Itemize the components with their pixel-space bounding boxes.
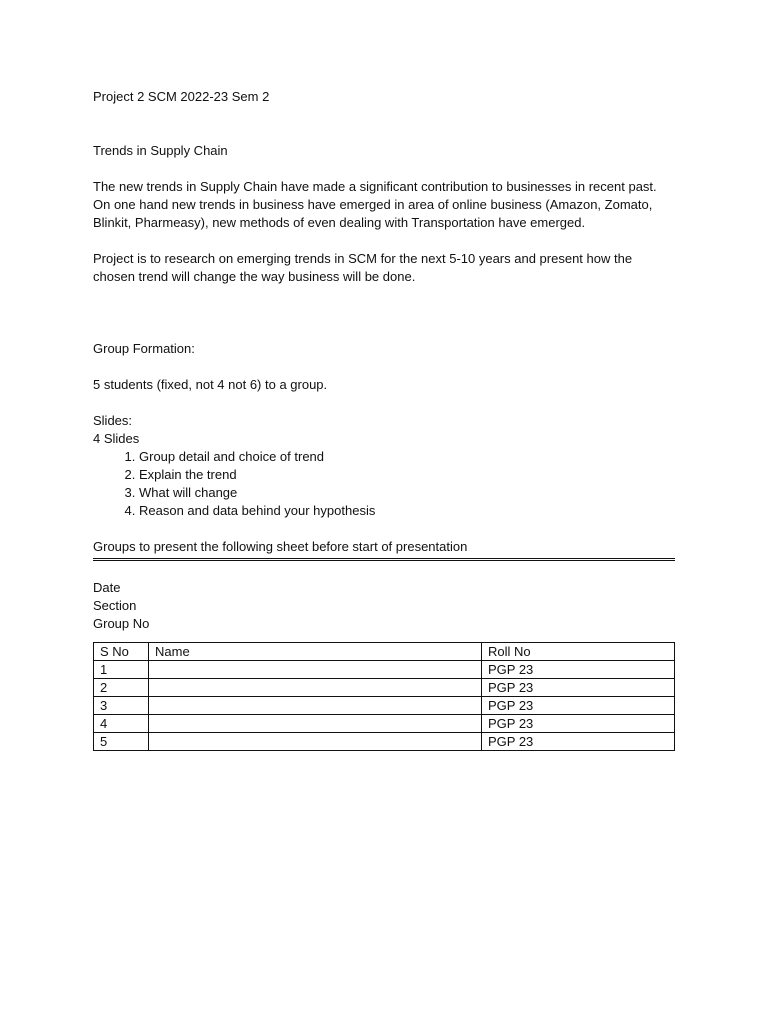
cell-s-no: 4 <box>94 715 149 733</box>
slides-list-item: 1. Group detail and choice of trend <box>139 448 675 466</box>
header-name: Name <box>149 643 482 661</box>
cell-s-no: 2 <box>94 679 149 697</box>
cell-s-no: 5 <box>94 733 149 751</box>
cell-roll-no: PGP 23 <box>482 679 675 697</box>
slides-list-item: 4. Reason and data behind your hypothesis <box>139 502 675 520</box>
field-section: Section <box>93 598 137 613</box>
document-page <box>93 88 675 751</box>
cell-name[interactable] <box>149 679 482 697</box>
table-row <box>94 661 675 679</box>
cell-s-no: 1 <box>94 661 149 679</box>
cell-name[interactable] <box>149 715 482 733</box>
header-roll-no: Roll No <box>482 643 675 661</box>
field-date: Date <box>93 580 121 595</box>
sheet-instruction: Groups to present the following sheet before start of presentation <box>93 539 468 554</box>
project-paragraph: Project is to research on emerging trends in SCM for the next 5-10 years and present how the chosen trend will change the way business will be done. <box>93 251 633 284</box>
slides-heading: Slides: <box>93 413 133 428</box>
cell-s-no: 3 <box>94 697 149 715</box>
table-row <box>94 715 675 733</box>
cell-roll-no: PGP 23 <box>482 661 675 679</box>
table-row <box>94 697 675 715</box>
slides-list-item: 3. What will change <box>139 484 675 502</box>
cell-roll-no: PGP 23 <box>482 715 675 733</box>
field-group-no: Group No <box>93 616 150 631</box>
cell-name[interactable] <box>149 733 482 751</box>
cell-name[interactable] <box>149 661 482 679</box>
group-formation-heading: Group Formation: <box>93 341 195 356</box>
document-subtitle: Trends in Supply Chain <box>93 143 228 158</box>
document-title: Project 2 SCM 2022-23 Sem 2 <box>93 89 270 104</box>
group-formation-text: 5 students (fixed, not 4 not 6) to a group. <box>93 377 328 392</box>
slides-list-item: 2. Explain the trend <box>139 466 675 484</box>
roster-table <box>93 642 675 751</box>
cell-name[interactable] <box>149 697 482 715</box>
cell-roll-no: PGP 23 <box>482 733 675 751</box>
cell-roll-no: PGP 23 <box>482 697 675 715</box>
table-row <box>94 733 675 751</box>
table-header-row <box>94 643 675 661</box>
intro-paragraph: The new trends in Supply Chain have made a significant contribution to businesses in recent past. On one hand new trends in business have emerged in area of online business (Amazon, Zomato, Blinkit, Pharmeasy), new methods of even dealing with Transportation have emerged. <box>93 179 657 230</box>
slides-list <box>93 448 675 520</box>
table-row <box>94 679 675 697</box>
header-s-no: S No <box>94 643 149 661</box>
slides-count: 4 Slides <box>93 431 140 446</box>
